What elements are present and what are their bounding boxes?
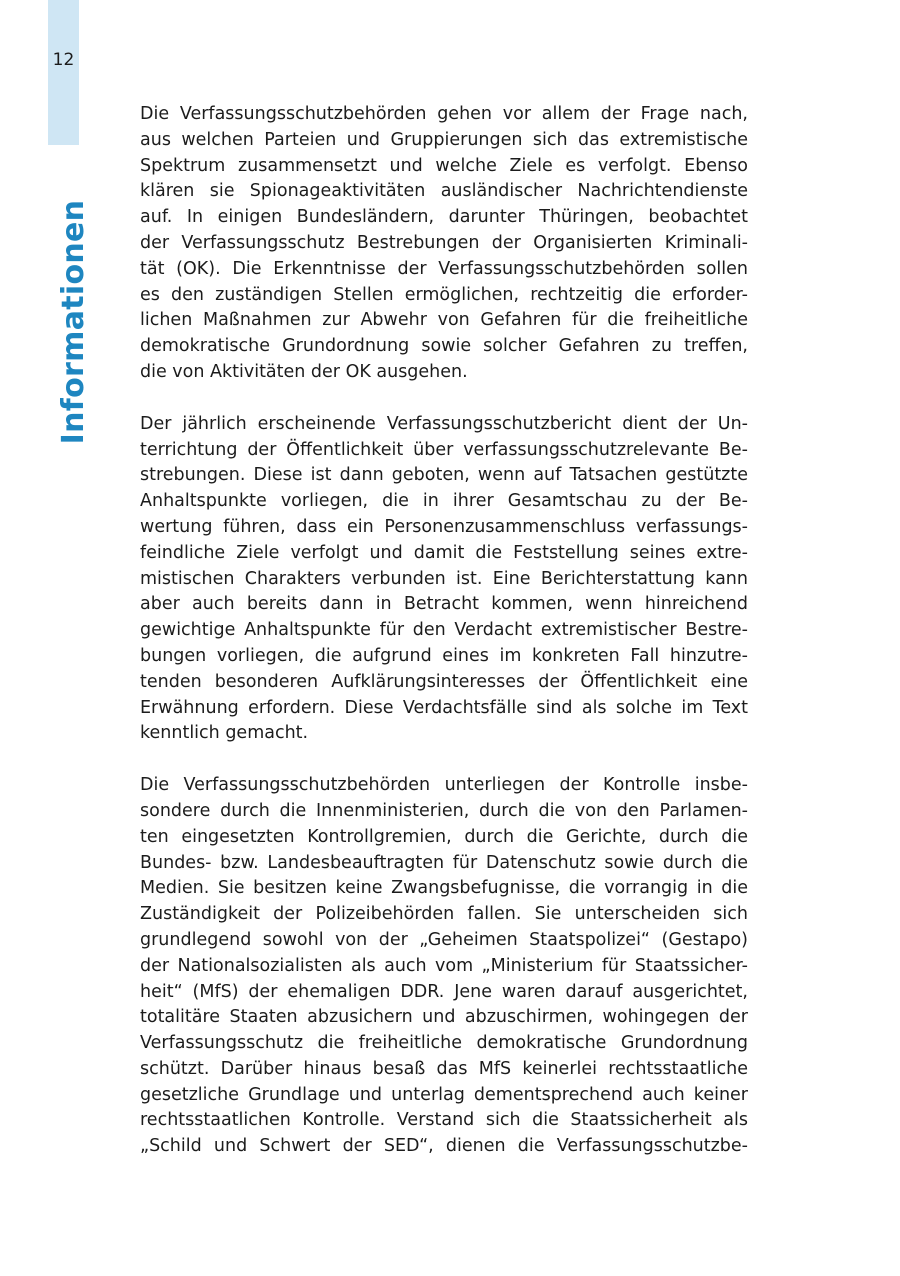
text-line: grundlegend sowohl von der „Geheimen Staatspolizei“ (Gestapo): [140, 929, 748, 950]
text-line: tät (OK). Die Erkenntnisse der Verfassungsschutzbehörden sollen: [140, 258, 748, 279]
text-line: Die Verfassungsschutzbehörden gehen vor allem der Frage nach,: [140, 104, 748, 124]
text-line: terrichtung der Öffentlichkeit über verfassungsschutzrelevante Be-: [140, 439, 748, 460]
paragraph-3: [140, 773, 748, 1160]
page-number: 12: [52, 50, 75, 70]
text-line: der Verfassungsschutz Bestrebungen der Organisierten Kriminali-: [140, 232, 748, 253]
text-line: bungen vorliegen, die aufgrund eines im konkreten Fall hinzutre-: [140, 645, 748, 666]
text-line: gesetzliche Grundlage und unterlag dementsprechend auch keiner: [140, 1084, 748, 1105]
text-line: kenntlich gemacht.: [140, 723, 309, 744]
text-line: Medien. Sie besitzen keine Zwangsbefugnisse, die vorrangig in die: [140, 878, 748, 899]
text-line: Bundes- bzw. Landesbeauftragten für Datenschutz sowie durch die: [140, 852, 748, 873]
text-line: Anhaltspunkte vorliegen, die in ihrer Gesamtschau zu der Be-: [140, 491, 748, 512]
side-tab: [48, 0, 79, 145]
text-line: demokratische Grundordnung sowie solcher Gefahren zu treffen,: [140, 336, 748, 357]
text-line: tenden besonderen Aufklärungsinteresses der Öffentlichkeit eine: [140, 671, 748, 692]
text-line: feindliche Ziele verfolgt und damit die Feststellung seines extre-: [140, 542, 748, 563]
text-line: auf. In einigen Bundesländern, darunter Thüringen, beobachtet: [140, 207, 748, 228]
text-line: „Schild und Schwert der SED“, dienen die Verfassungsschutzbe-: [140, 1136, 748, 1157]
text-line: Zuständigkeit der Polizeibehörden fallen. Sie unterscheiden sich: [140, 904, 748, 925]
text-line: es den zuständigen Stellen ermöglichen, rechtzeitig die erforder-: [140, 284, 748, 305]
text-line: heit“ (MfS) der ehemaligen DDR. Jene waren darauf ausgerichtet,: [140, 981, 748, 1002]
text-line: schützt. Darüber hinaus besaß das MfS keinerlei rechtsstaatliche: [140, 1058, 748, 1079]
text-line: Der jährlich erscheinende Verfassungsschutzbericht dient der Un-: [140, 413, 748, 434]
text-line: rechtsstaatlichen Kontrolle. Verstand sich die Staatssicherheit als: [140, 1110, 748, 1131]
text-line: lichen Maßnahmen zur Abwehr von Gefahren für die freiheitliche: [140, 310, 748, 331]
section-label: Informationen: [56, 199, 91, 445]
text-line: die von Aktivitäten der OK ausgehen.: [140, 361, 468, 382]
body-text: [140, 102, 748, 1186]
text-line: Erwähnung erfordern. Diese Verdachtsfälle sind als solche im Text: [140, 697, 748, 718]
text-line: klären sie Spionageaktivitäten ausländischer Nachrichtendienste: [140, 181, 748, 202]
text-line: ten eingesetzten Kontrollgremien, durch die Gerichte, durch die: [140, 826, 748, 847]
paragraph-1: [140, 102, 748, 386]
text-line: aber auch bereits dann in Betracht kommen, wenn hinreichend: [140, 594, 748, 615]
text-line: mistischen Charakters verbunden ist. Eine Berichterstattung kann: [140, 568, 748, 589]
text-line: strebungen. Diese ist dann geboten, wenn auf Tatsachen gestützte: [140, 465, 748, 486]
text-line: aus welchen Parteien und Gruppierungen sich das extremistische: [140, 129, 748, 150]
text-line: wertung führen, dass ein Personenzusammenschluss verfassungs-: [140, 516, 748, 537]
text-line: totalitäre Staaten abzusichern und abzuschirmen, wohingegen der: [140, 1007, 748, 1028]
text-line: Verfassungsschutz die freiheitliche demokratische Grundordnung: [140, 1033, 748, 1054]
paragraph-2: [140, 412, 748, 747]
text-line: sondere durch die Innenministerien, durch die von den Parlamen-: [140, 800, 748, 821]
text-line: gewichtige Anhaltspunkte für den Verdacht extremistischer Bestre-: [140, 620, 748, 641]
text-line: Spektrum zusammensetzt und welche Ziele es verfolgt. Ebenso: [140, 155, 748, 176]
text-line: Die Verfassungsschutzbehörden unterliegen der Kontrolle insbe-: [140, 775, 748, 796]
text-line: der Nationalsozialisten als auch vom „Ministerium für Staatssicher-: [140, 955, 748, 976]
